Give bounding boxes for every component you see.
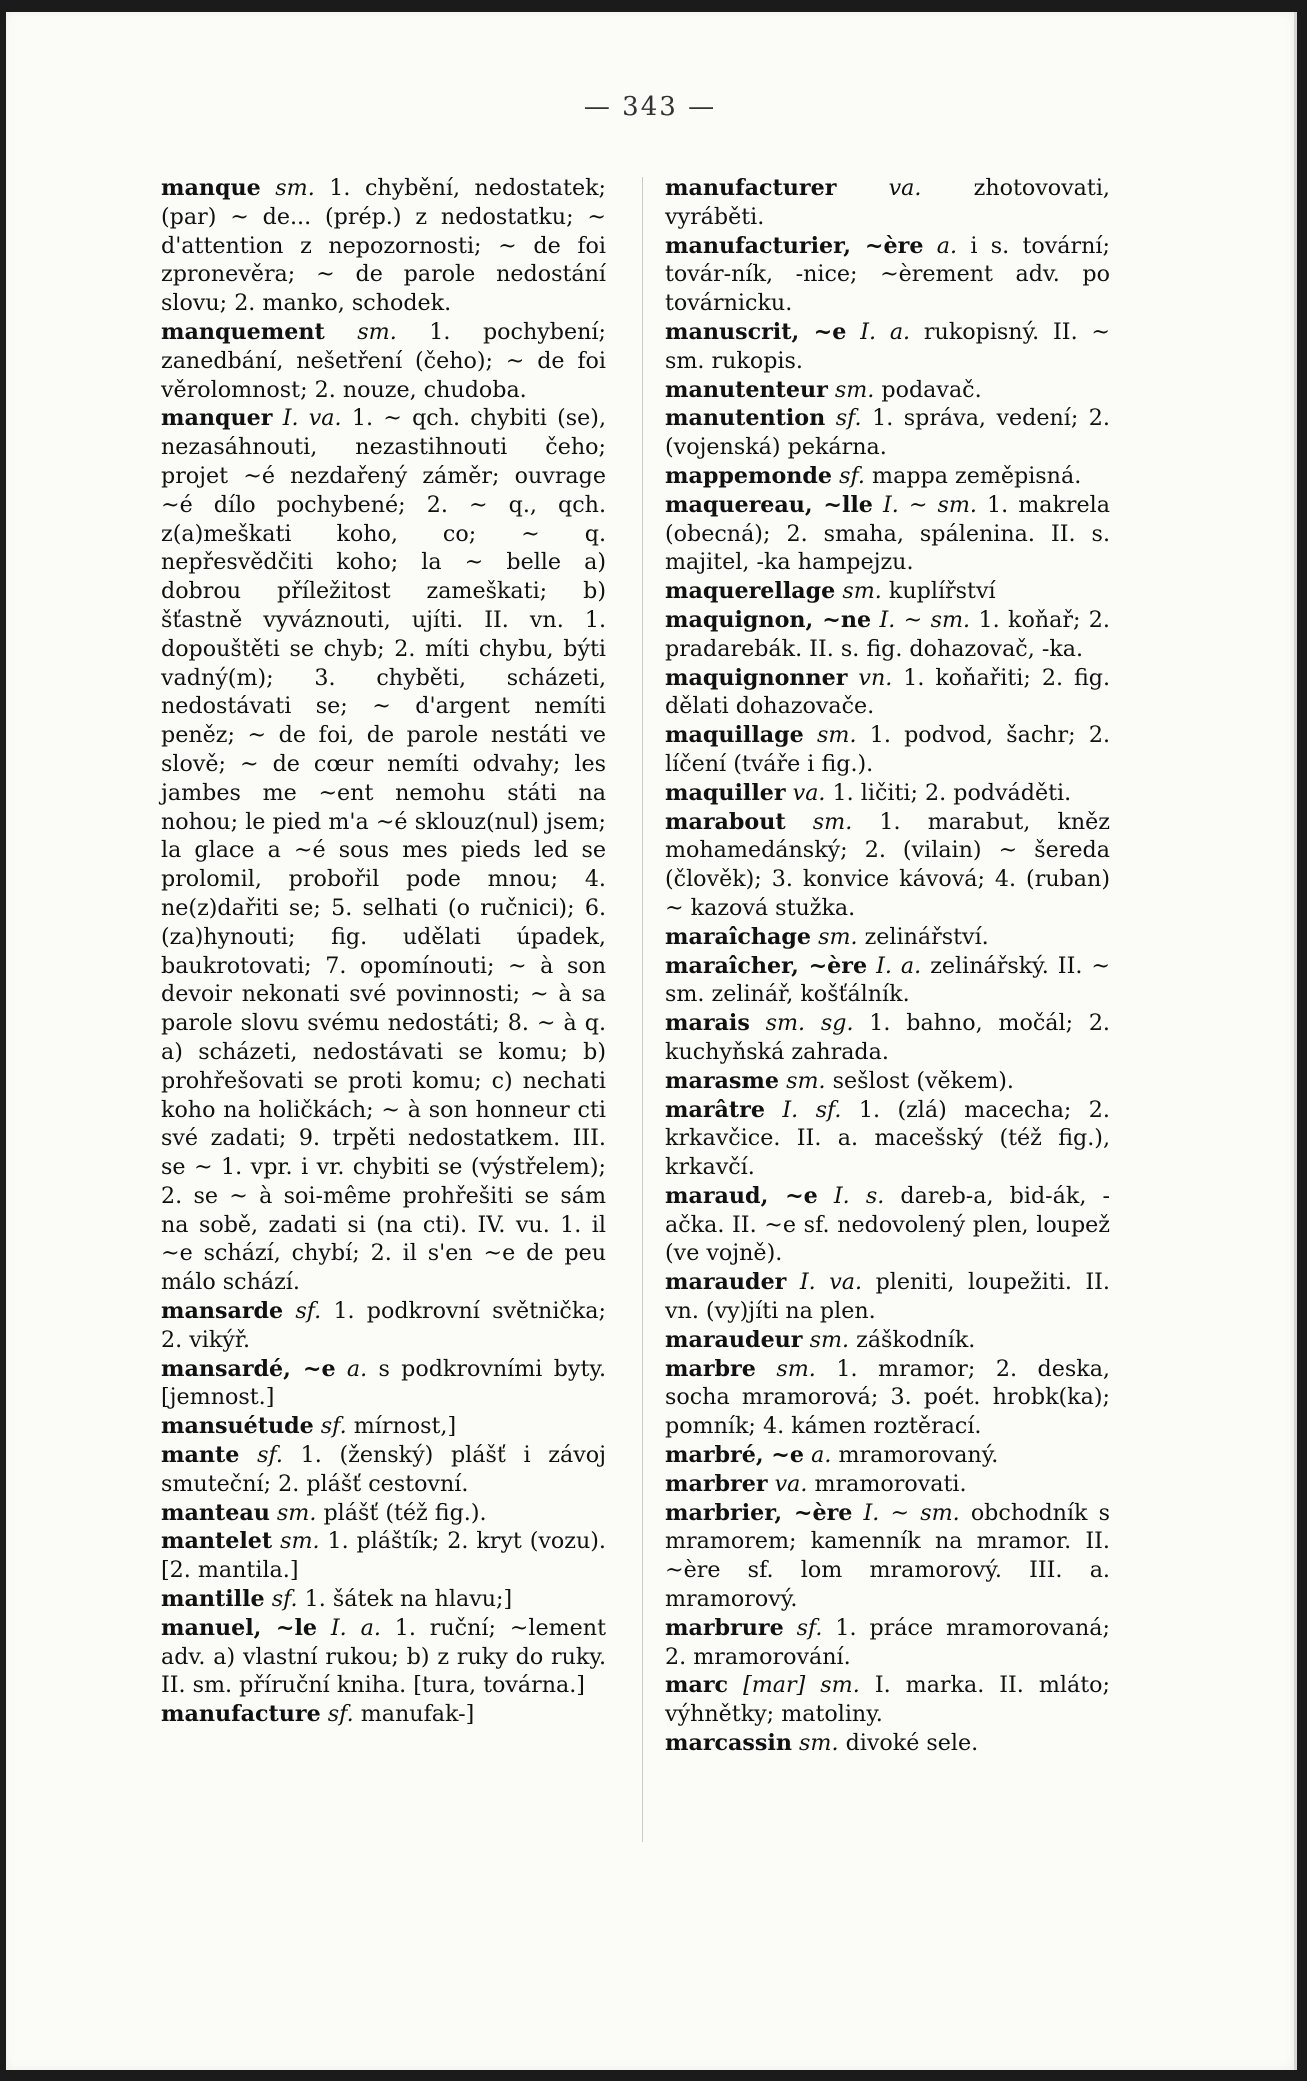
entry-definition: 1. mramor; 2. deska, socha mramorová; 3. poét. hrobk(ka); pomník; 4. kámen roztěrací. (665, 1355, 1110, 1440)
entry-grammar: va. (792, 779, 826, 806)
entry-definition: zelinářský. II. ~ sm. zelinář, košťálník. (665, 952, 1110, 1008)
dictionary-entry (665, 318, 1110, 376)
entry-headword: maquignonner (665, 664, 848, 691)
entry-headword: marais (665, 1010, 750, 1037)
entry-definition: s podkrovními byty. [jemnost.] (161, 1355, 606, 1411)
dictionary-entry (161, 1412, 606, 1441)
entry-headword: mantille (161, 1586, 265, 1613)
entry-headword: mansarde (161, 1298, 284, 1325)
entry-grammar: [mar] sm. (743, 1672, 860, 1699)
dictionary-entry (161, 1614, 606, 1700)
entry-grammar: sf. (327, 1701, 354, 1728)
page-number: — 343 — (583, 92, 717, 122)
entry-headword: manufacture (161, 1701, 321, 1728)
entry-headword: marbrer (665, 1470, 768, 1497)
entry-definition: 1. makrela (obecná); 2. smaha, spálenina. II. s. majitel, -ka hampejzu. (665, 491, 1110, 576)
entry-headword: mappemonde (665, 462, 833, 489)
entry-definition: 1. koňařiti; 2. fig. dělati dohazovače. (665, 664, 1110, 720)
entry-grammar: sf. (839, 462, 865, 489)
dictionary-entry (665, 1268, 1110, 1326)
entry-headword: maraud, ~e (665, 1182, 818, 1209)
entry-definition: mramorovaný. (838, 1442, 999, 1469)
entry-grammar: I. va. (799, 1269, 863, 1296)
entry-grammar: I. a. (330, 1614, 381, 1641)
column-divider (642, 177, 643, 1842)
dictionary-entry (665, 577, 1110, 606)
dictionary-entry (161, 1297, 606, 1355)
dictionary-entry (161, 1355, 606, 1413)
entry-grammar: va. (888, 175, 922, 201)
entry-headword: maraudeur (665, 1326, 803, 1353)
entry-headword: marbré, ~e (665, 1442, 805, 1469)
entry-grammar: sm. (275, 175, 315, 201)
entry-headword: manuscrit, ~e (665, 318, 847, 345)
entry-headword: marbrure (665, 1614, 784, 1641)
dictionary-entry (161, 1441, 606, 1499)
dictionary-entry (665, 664, 1110, 722)
entry-grammar: I. s. (833, 1182, 885, 1209)
entry-definition: 1. ruční; ~lement adv. a) vlastní rukou; b) z ruky do ruky. II. sm. příruční kniha. [tura, továrna.] (161, 1614, 606, 1699)
dictionary-entry (665, 952, 1110, 1010)
entry-definition: manufak-] (360, 1701, 475, 1728)
entry-grammar: sf. (295, 1298, 322, 1325)
entry-grammar: I. a. (876, 952, 922, 979)
entry-headword: maraîchage (665, 923, 811, 950)
entry-headword: manufacturer (665, 175, 837, 201)
entry-headword: maquillage (665, 722, 804, 749)
entry-definition: 1. chybění, nedostatek; (par) ~ de... (prép.) z nedostatku; ~ d'attention z nepozornosti; ~ de foi zpronevěra; ~ de parole nedostání slovu; 2. manko, schodek. (161, 175, 607, 317)
entry-grammar: vn. (858, 664, 893, 691)
entry-grammar: a. (811, 1442, 832, 1469)
entry-grammar: sm. (809, 1326, 850, 1353)
entry-definition: 1. bahno, močál; 2. kuchyňská zahrada. (665, 1010, 1110, 1065)
dictionary-entry (665, 376, 1110, 405)
entry-definition: 1. podvod, šachr; 2. líčení (tváře i fig.). (665, 722, 1110, 777)
entry-definition: plášť (též fig.). (323, 1499, 487, 1526)
entry-headword: mante (161, 1442, 240, 1469)
entry-headword: maquereau, ~lle (665, 491, 873, 518)
entry-headword: manufacturier, ~ère (665, 232, 924, 259)
entry-grammar: I. va. (282, 405, 342, 432)
entry-definition: 1. ~ qch. chybiti (se), nezasáhnouti, nezastihnouti čeho; projet ~é nezdařený záměr; ouvrage ~é dílo pochybené; 2. ~ q., qch. z(a)meškati koho, co; ~ q. nepřesvědčiti koho; la ~ belle a) dobrou příležitost zameškati; b) šťastně vyváznouti, ujíti. II. vn. 1. dopouštěti se chyb; 2. míti chybu, býti vadný(m); 3. chyběti, scházeti, nedostávati se; ~ d'argent nemíti peněz; ~ de foi, de parole nestáti ve slově; ~ de cœur nemíti odvahy; les jambes me ~ent nemohu státi na nohou; le pied m'a ~é sklouz(nul) jsem; la glace a ~é sous mes pieds led se prolomil, probořil pode mnou; 4. ne(z)dařiti se; 5. selhati (o ručnici); 6. (za)hynouti; fig. udělati úpadek, baukrotovati; 7. opomínouti; ~ à son devoir nekonati své povinnosti; ~ à sa parole slovu svému nedostáti; 8. ~ à q. a) scházeti, nedostávati se komu; b) prohřešovati se proti komu; c) nechati koho na holičkách; ~ à son honneur cti své zadati; 9. trpěti nedostatkem. III. se ~ 1. vpr. i vr. chybiti se (výstřelem); 2. se ~ à soi-même prohřešiti se sám na sobě, zadati si (na cti). IV. vu. 1. il ~e schází, chybí; 2. il s'en ~e de peu málo schází. (161, 405, 606, 1296)
dictionary-entry (665, 232, 1110, 318)
right-column (665, 174, 1110, 1758)
entry-headword: marbrier, ~ère (665, 1499, 853, 1526)
entry-definition: 1. podkrovní světnička; 2. vikýř. (161, 1298, 606, 1353)
entry-grammar: I. sf. (782, 1096, 842, 1123)
dictionary-entry (665, 1614, 1110, 1672)
entry-definition: sešlost (věkem). (832, 1067, 1014, 1094)
entry-headword: manteau (161, 1499, 270, 1526)
entry-definition: 1. koňař; 2. pradarebák. II. s. fig. dohazovač, -ka. (665, 606, 1110, 662)
dictionary-entry (665, 1671, 1110, 1729)
entry-grammar: va. (774, 1470, 808, 1497)
dictionary-entry (665, 462, 1110, 491)
entry-headword: mansuétude (161, 1413, 314, 1440)
entry-grammar: sm. (818, 923, 858, 950)
entry-definition: obchodník s mramorem; kamenník na mramor. II. ~ère sf. lom mramorový. III. a. mramorový. (665, 1499, 1111, 1613)
dictionary-entry (665, 174, 1110, 232)
dictionary-entry (665, 1441, 1110, 1470)
entry-definition: 1. ličiti; 2. podváděti. (832, 779, 1072, 806)
dictionary-entry (665, 404, 1110, 462)
entry-definition: 1. správa, vedení; 2. (vojenská) pekárna. (665, 405, 1110, 461)
entry-definition: 1. (ženský) plášť i závoj smuteční; 2. plášť cestovní. (161, 1442, 606, 1497)
entry-definition: 1. pochybení; zanedbání, nešetření (čeho); ~ de foi věrolomnost; 2. nouze, chudoba. (161, 318, 606, 403)
entry-grammar: sm. (786, 1067, 826, 1094)
dictionary-entry (665, 1067, 1110, 1096)
entry-headword: maquerellage (665, 578, 836, 605)
entry-grammar: I. ~ sm. (882, 491, 977, 518)
dictionary-entry (161, 1499, 606, 1528)
dictionary-entry (665, 1009, 1110, 1067)
entry-grammar: sm. (834, 376, 875, 403)
entry-headword: maquiller (665, 779, 786, 806)
entry-definition: mírnost,] (353, 1413, 457, 1440)
entry-headword: marcassin (665, 1730, 792, 1757)
dictionary-entry (665, 1355, 1110, 1441)
entry-definition: zhotovovati, vyráběti. (665, 175, 1110, 230)
dictionary-entry (161, 318, 606, 404)
entry-grammar: sm. (357, 318, 397, 345)
entry-headword: mantelet (161, 1528, 273, 1555)
entry-definition: 1. šátek na hlavu;] (304, 1586, 513, 1613)
dictionary-entry (665, 1096, 1110, 1182)
entry-definition: I. marka. II. mláto; výhnětky; matoliny. (665, 1672, 1110, 1728)
entry-grammar: I. ~ sm. (879, 606, 971, 633)
entry-definition: pleniti, loupežiti. II. vn. (vy)jíti na plen. (665, 1269, 1110, 1325)
entry-headword: marasme (665, 1067, 780, 1094)
dictionary-entry (665, 606, 1110, 664)
entry-grammar: sm. (842, 578, 882, 605)
entry-grammar: sm. (817, 722, 857, 749)
entry-definition: divoké sele. (845, 1730, 979, 1757)
entry-definition: i s. tovární; továr-ník, -nice; ~èrement adv. po továrnicku. (665, 232, 1110, 317)
entry-headword: manquement (161, 318, 325, 345)
dictionary-entry (665, 808, 1110, 923)
entry-definition: mappa zeměpisná. (872, 462, 1082, 489)
entry-grammar: sm. (276, 1499, 317, 1526)
entry-headword: maquignon, ~ne (665, 606, 872, 633)
entry-headword: manque (161, 175, 261, 201)
entry-definition: kuplířství (888, 578, 996, 605)
entry-grammar: sf. (320, 1413, 347, 1440)
dictionary-entry (665, 1182, 1110, 1268)
entry-grammar: sm. (812, 808, 853, 835)
entry-grammar: sf. (835, 405, 862, 432)
dictionary-entry (161, 404, 606, 1297)
dictionary-entry (665, 1326, 1110, 1355)
entry-headword: marâtre (665, 1096, 765, 1123)
entry-grammar: a. (346, 1355, 368, 1382)
entry-headword: manquer (161, 405, 273, 432)
entry-headword: marc (665, 1672, 729, 1699)
entry-grammar: sf. (257, 1442, 283, 1469)
entry-definition: rukopisný. II. ~ sm. rukopis. (665, 318, 1111, 374)
entry-headword: manutenteur (665, 376, 828, 403)
dictionary-entry (161, 174, 606, 318)
entry-headword: marauder (665, 1269, 787, 1296)
dictionary-page (6, 12, 1297, 2070)
entry-headword: mansardé, ~e (161, 1355, 336, 1382)
entry-definition: záškodník. (856, 1326, 976, 1353)
dictionary-entry (665, 1470, 1110, 1499)
entry-headword: marbre (665, 1355, 756, 1382)
entry-grammar: sm. (776, 1355, 816, 1382)
entry-definition: 1. pláštík; 2. kryt (vozu). [2. mantila.] (161, 1528, 606, 1584)
entry-definition: zelinářství. (864, 923, 989, 950)
dictionary-entry (665, 491, 1110, 577)
dictionary-entry (665, 1499, 1110, 1614)
entry-headword: maraîcher, ~ère (665, 952, 868, 979)
entry-definition: 1. (zlá) macecha; 2. krkavčice. II. a. macešský (též fig.), krkavčí. (665, 1096, 1110, 1181)
entry-grammar: sm. (280, 1528, 320, 1555)
entry-definition: dareb-a, bid-ák, -ačka. II. ~e sf. nedovolený plen, loupež (ve vojně). (665, 1182, 1110, 1267)
dictionary-entry (665, 1729, 1110, 1758)
entry-grammar: sf. (796, 1614, 823, 1641)
entry-grammar: I. a. (860, 318, 911, 345)
entry-grammar: sf. (271, 1586, 298, 1613)
left-column (161, 174, 606, 1729)
dictionary-entry (161, 1527, 606, 1585)
dictionary-entry (161, 1700, 606, 1729)
entry-definition: podavač. (881, 376, 982, 403)
entry-definition: mramorovati. (814, 1470, 967, 1497)
dictionary-entry (161, 1585, 606, 1614)
entry-grammar: a. (936, 232, 958, 259)
dictionary-entry (665, 721, 1110, 779)
entry-grammar: sm. sg. (765, 1010, 854, 1037)
entry-grammar: I. ~ sm. (863, 1499, 960, 1526)
dictionary-entry (665, 779, 1110, 808)
entry-definition: 1. marabut, kněz mohamedánský; 2. (vilain) ~ šereda (člověk); 3. konvice kávová; 4. (ruban) ~ kazová stužka. (665, 808, 1110, 921)
dictionary-entry (665, 923, 1110, 952)
entry-headword: marabout (665, 808, 786, 835)
entry-definition: 1. práce mramorovaná; 2. mramorování. (665, 1614, 1110, 1670)
entry-headword: manuel, ~le (161, 1614, 318, 1641)
entry-headword: manutention (665, 405, 826, 432)
entry-grammar: sm. (799, 1730, 839, 1757)
